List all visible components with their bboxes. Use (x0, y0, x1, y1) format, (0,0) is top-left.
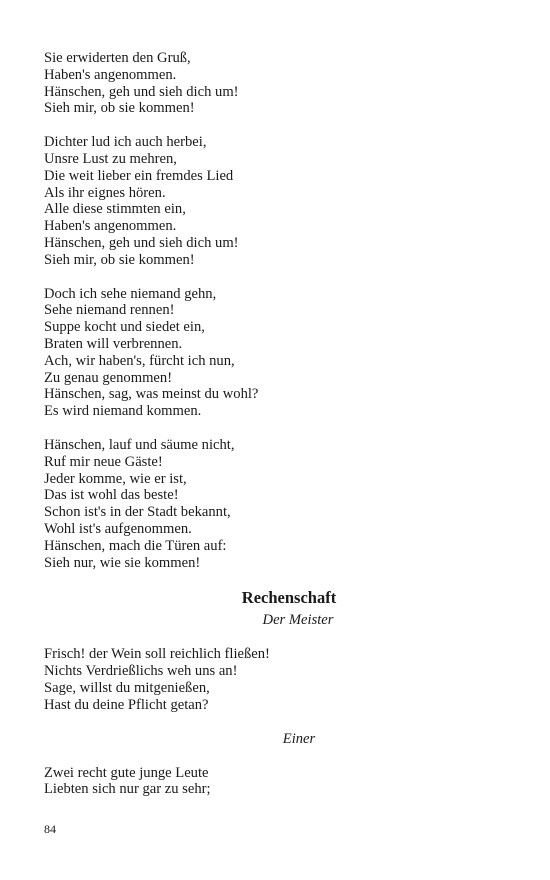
poem-title: Rechenschaft (241, 588, 337, 608)
verse-line: Dichter lud ich auch herbei, (44, 134, 207, 151)
verse-line: Wohl ist's aufgenommen. (44, 520, 192, 537)
verse-line: Schon ist's in der Stadt bekannt, (44, 504, 231, 521)
verse-line: Als ihr eignes hören. (44, 184, 166, 201)
speaker-label: Der Meister (262, 612, 334, 629)
verse-line: Jeder komme, wie er ist, (44, 470, 187, 487)
verse-line: Hast du deine Pflicht getan? (44, 696, 209, 713)
verse-line: Hänschen, geh und sieh dich um! (44, 234, 239, 251)
verse-line: Hänschen, mach die Türen auf: (44, 537, 227, 554)
verse-line: Es wird niemand kommen. (44, 403, 202, 420)
stanza-5 (44, 646, 514, 713)
verse-line: Sage, willst du mitgenießen, (44, 679, 210, 696)
speaker-label: Einer (282, 730, 316, 747)
verse-line: Das ist wohl das beste! (44, 487, 179, 504)
verse-line: Ach, wir haben's, fürcht ich nun, (44, 352, 235, 369)
verse-line: Frisch! der Wein soll reichlich fließen! (44, 646, 270, 663)
verse-line: Suppe kocht und siedet ein, (44, 319, 205, 336)
verse-line: Liebten sich nur gar zu sehr; (44, 781, 211, 798)
verse-line: Zwei recht gute junge Leute (44, 764, 209, 781)
stanza-2 (44, 134, 514, 268)
verse-line: Sehe niemand rennen! (44, 302, 175, 319)
verse-line: Sieh mir, ob sie kommen! (44, 251, 195, 268)
verse-line: Ruf mir neue Gäste! (44, 453, 163, 470)
verse-line: Alle diese stimmten ein, (44, 201, 186, 218)
verse-line: Sieh nur, wie sie kommen! (44, 554, 201, 571)
page-body (44, 50, 514, 815)
verse-line: Unsre Lust zu mehren, (44, 150, 177, 167)
verse-line: Haben's angenommen. (44, 66, 177, 83)
verse-line: Hänschen, geh und sieh dich um! (44, 83, 239, 100)
verse-line: Doch ich sehe niemand gehn, (44, 285, 217, 302)
verse-line: Haben's angenommen. (44, 218, 177, 235)
verse-line: Braten will verbrennen. (44, 335, 183, 352)
verse-line: Zu genau genommen! (44, 369, 173, 386)
verse-line: Nichts Verdrießlichs weh uns an! (44, 663, 238, 680)
stanza-3 (44, 286, 514, 420)
stanza-4 (44, 437, 514, 571)
stanza-1 (44, 50, 514, 117)
stanza-6 (44, 765, 514, 799)
verse-line: Hänschen, lauf und säume nicht, (44, 436, 235, 453)
verse-line: Sieh mir, ob sie kommen! (44, 100, 195, 117)
verse-line: Die weit lieber ein fremdes Lied (44, 167, 234, 184)
verse-line: Hänschen, sag, was meinst du wohl? (44, 386, 259, 403)
page-number: 84 (44, 822, 56, 836)
verse-line: Sie erwiderten den Gruß, (44, 50, 191, 66)
